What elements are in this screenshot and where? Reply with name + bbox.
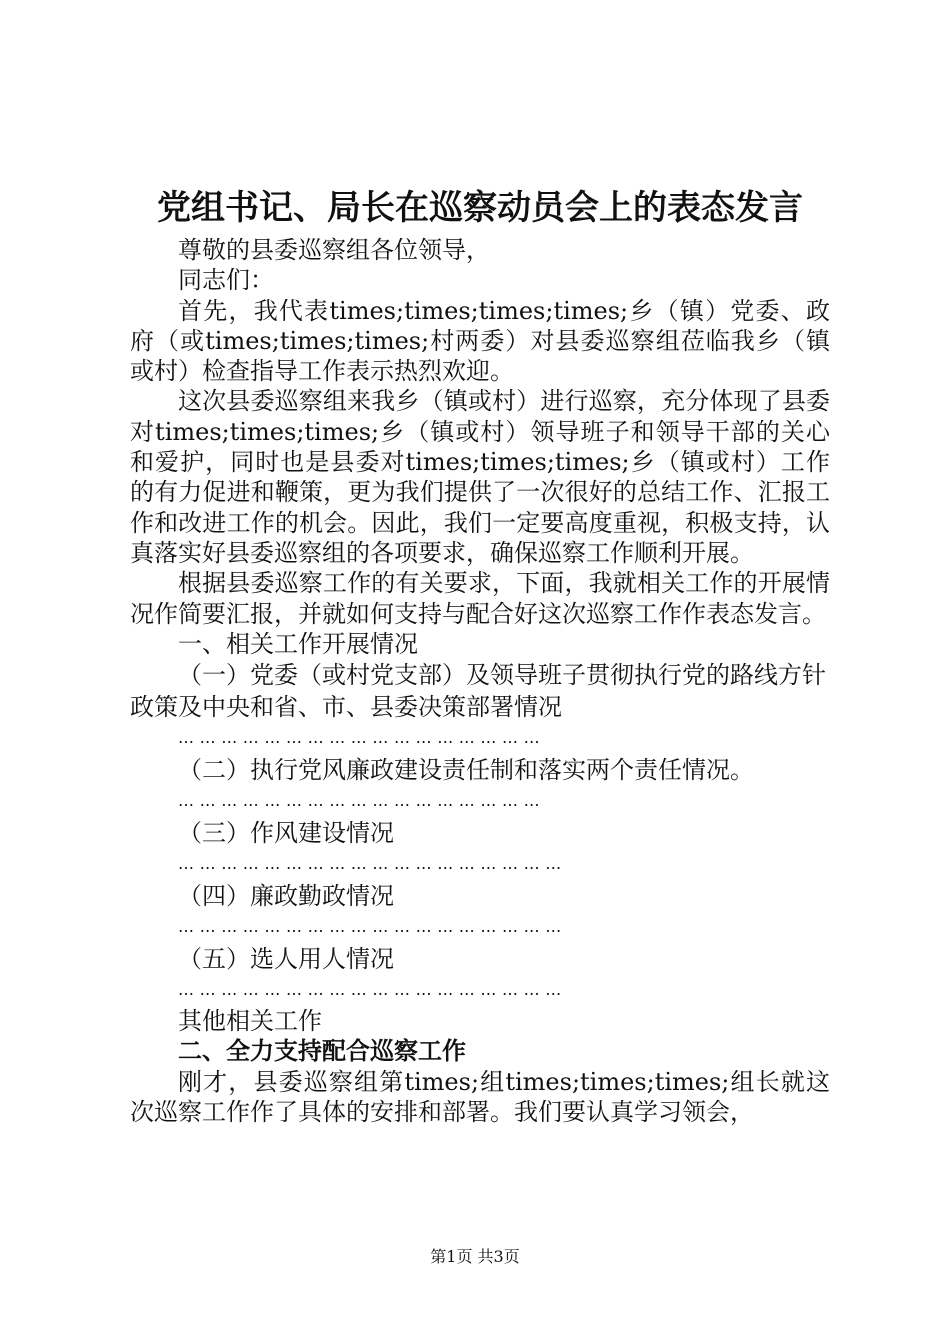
- subsection-heading-3: （三）作风建设情况: [178, 819, 394, 848]
- paragraph-significance: 这次县委巡察组来我乡（镇或村）进行巡察，充分体现了县委对times;times;times;乡（镇或村）领导班子和领导干部的关心和爱护，同时也是县委对times;times;times;乡（镇或村）工作的有力促进和鞭策，更为我们提供了一次很好的总结工作、汇报工作和改进工作的机会。因此，我们一定要高度重视，积极支持，认真落实好县委巡察组的各项要求，确保巡察工作顺利开展。: [130, 387, 830, 567]
- subsection-heading-5: （五）选人用人情况: [178, 945, 394, 974]
- other-work-label: 其他相关工作: [178, 1007, 322, 1036]
- salutation-comrades: 同志们：: [178, 266, 274, 295]
- ellipsis-placeholder-1: ……………………………………………: [178, 728, 546, 748]
- paragraph-intro: 根据县委巡察工作的有关要求，下面，我就相关工作的开展情况作简要汇报，并就如何支持与配合好这次巡察工作作表态发言。: [130, 569, 830, 628]
- salutation-leaders: 尊敬的县委巡察组各位领导，: [178, 236, 490, 264]
- document-body: [130, 183, 830, 1127]
- section-heading-2: 二、全力支持配合巡察工作: [178, 1037, 466, 1066]
- ellipsis-placeholder-4: ………………………………………………: [178, 917, 567, 937]
- ellipsis-placeholder-3: ………………………………………………: [178, 854, 567, 874]
- subsection-heading-4: （四）廉政勤政情况: [178, 882, 394, 911]
- subsection-heading-2: （二）执行党风廉政建设责任制和落实两个责任情况。: [178, 756, 754, 785]
- paragraph-support: 刚才，县委巡察组第times;组times;times;times;组长就这次巡察工作作了具体的安排和部署。我们要认真学习领会，: [130, 1067, 830, 1127]
- subsection-heading-1: （一）党委（或村党支部）及领导班子贯彻执行党的路线方针政策及中央和省、市、县委决策部署情况: [130, 661, 826, 722]
- ellipsis-placeholder-5: ………………………………………………: [178, 980, 567, 1000]
- section-heading-1: 一、相关工作开展情况: [178, 629, 418, 658]
- paragraph-welcome: 首先，我代表times;times;times;times;乡（镇）党委、政府（或times;times;times;村两委）对县委巡察组莅临我乡（镇或村）检查指导工作表示热烈欢迎。: [130, 296, 830, 386]
- ellipsis-placeholder-2: ……………………………………………: [178, 791, 546, 811]
- document-title: 党组书记、局长在巡察动员会上的表态发言: [157, 188, 803, 228]
- page-footer: 第1页 共3页: [430, 1247, 520, 1266]
